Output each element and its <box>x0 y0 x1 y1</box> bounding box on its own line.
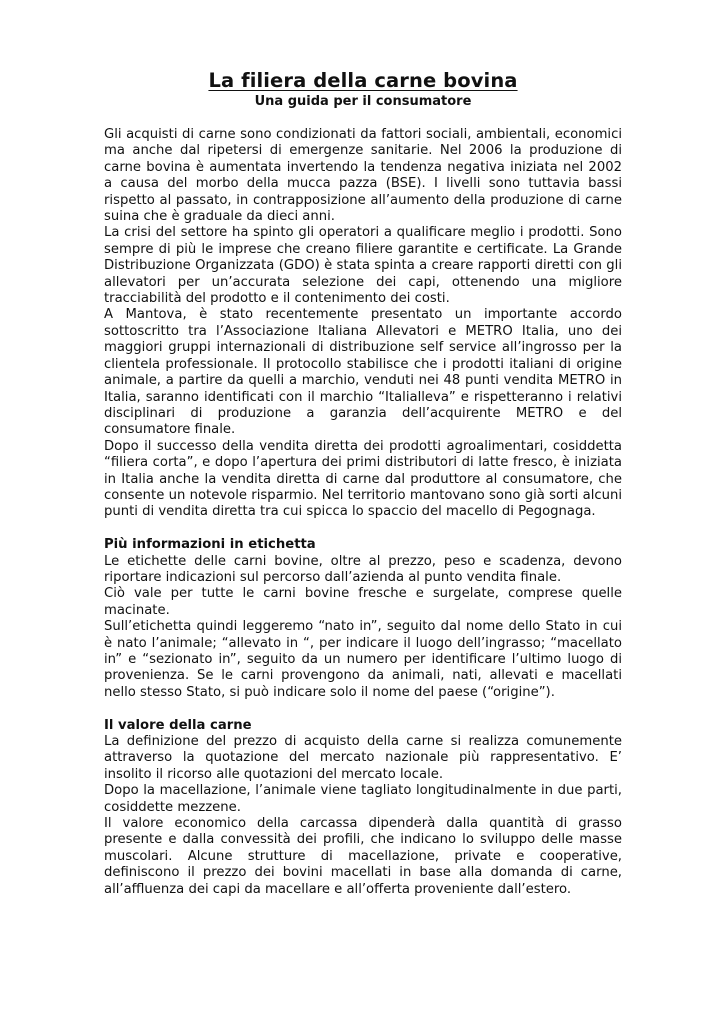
value-section <box>104 718 622 898</box>
labeling-paragraph-3: Sull’etichetta quindi leggeremo “nato in”, seguito dal nome dello Stato in cui è nato l’animale; “allevato in “, per indicare il luogo dell’ingrasso; “macellato in” e “sezionato in”, seguito da un numero per identificare l’ultimo luogo di provenienza. Se le carni provengono da animali, nati, allevati e macellati nello stesso Stato, si può indicare solo il nome del paese (“origine”). <box>104 619 622 700</box>
intro-paragraph-2: La crisi del settore ha spinto gli operatori a qualificare meglio i prodotti. Sono sempre di più le imprese che creano filiere garantite e certificate. La Grande Distribuzione Organizzata (GDO) è stata spinta a creare rapporti diretti con gli allevatori per un’accurata selezione dei capi, ottenendo una migliore tracciabilità del prodotto e il contenimento dei costi. <box>104 225 622 307</box>
section-heading-value: Il valore della carne <box>104 717 252 733</box>
intro-paragraph-3: A Mantova, è stato recentemente presentato un importante accordo sottoscritto tra l’Associazione Italiana Allevatori e METRO Italia, uno dei maggiori gruppi internazionali di distribuzione self service all’ingrosso per la clientela professionale. Il protocollo stabilisce che i prodotti italiani di origine animale, a partire da quelli a marchio, venduti nei 48 punti vendita METRO in Italia, saranno identificati con il marchio “Italialleva” e rispetteranno i relativi disciplinari di produzione a garanzia dell’acquirente METRO e del consumatore finale. <box>104 307 622 438</box>
value-paragraph-1: La definizione del prezzo di acquisto della carne si realizza comunemente attraverso la quotazione del mercato nazionale più rappresentativo. E’ insolito il ricorso alle quotazioni del mercato locale. <box>104 734 622 782</box>
value-paragraph-2: Dopo la macellazione, l’animale viene tagliato longitudinalmente in due parti, cosiddette mezzene. <box>104 783 622 815</box>
section-heading-labeling: Più informazioni in etichetta <box>104 537 316 553</box>
labeling-paragraph-2: Ciò vale per tutte le carni bovine fresche e surgelate, comprese quelle macinate. <box>104 586 622 618</box>
value-paragraph-3: Il valore economico della carcassa dipenderà dalla quantità di grasso presente e dalla convessità dei profili, che indicano lo sviluppo delle masse muscolari. Alcune strutture di macellazione, private e cooperative, definiscono il prezzo dei bovini macellati in base alla domanda di carne, all’affluenza dei capi da macellare e all’offerta proveniente dall’estero. <box>104 816 622 897</box>
intro-paragraph-4: Dopo il successo della vendita diretta dei prodotti agroalimentari, cosiddetta “filiera corta”, e dopo l’apertura dei primi distributori di latte fresco, è iniziata in Italia anche la vendita diretta di carne dal produttore al consumatore, che consente un notevole risparmio. Nel territorio mantovano sono già sorti alcuni punti di vendita diretta tra cui spicca lo spaccio del macello di Pegognaga. <box>104 438 622 520</box>
intro-paragraph-1: Gli acquisti di carne sono condizionati da fattori sociali, ambientali, economici ma anche dal ripetersi di emergenze sanitarie. Nel 2006 la produzione di carne bovina è aumentata invertendo la tendenza negativa iniziata nel 2002 a causa del morbo della mucca pazza (BSE). I livelli sono tuttavia bassi rispetto al passato, in contrapposizione all’aumento della produzione di carne suina che è graduale da dieci anni. <box>104 127 622 225</box>
page-title: La filiera della carne bovina <box>208 69 518 92</box>
labeling-section <box>104 537 622 701</box>
page-subtitle: Una guida per il consumatore <box>254 94 472 109</box>
intro-section <box>104 127 622 521</box>
labeling-paragraph-1: Le etichette delle carni bovine, oltre al prezzo, peso e scadenza, devono riportare indicazioni sul percorso dall’azienda al punto vendita finale. <box>104 553 622 585</box>
